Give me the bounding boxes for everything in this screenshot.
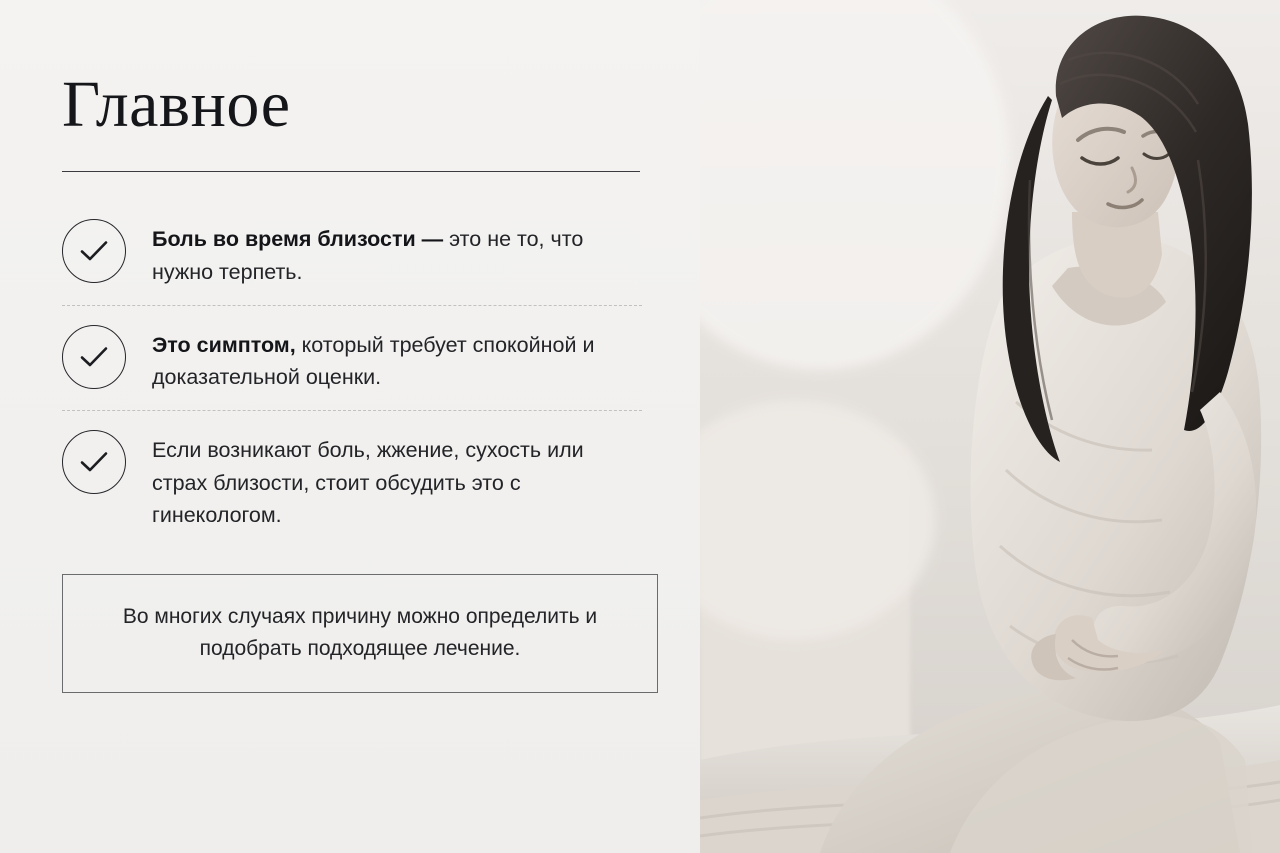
title-divider xyxy=(62,171,640,172)
photo-woman-abdominal-pain xyxy=(700,0,1280,853)
list-item-rest: это не то, что нужно терпеть. xyxy=(152,227,584,284)
list-item xyxy=(62,410,642,548)
list-item-lead: Это симптом, xyxy=(152,332,296,357)
check-icon xyxy=(62,430,126,494)
page-title: Главное xyxy=(62,68,291,141)
key-points-list xyxy=(62,200,642,548)
check-icon xyxy=(62,325,126,389)
check-icon xyxy=(62,219,126,283)
list-item-text xyxy=(152,217,622,288)
list-item-text xyxy=(152,323,622,394)
callout-box: Во многих случаях причину можно определить и подобрать подходящее лечение. xyxy=(62,574,658,693)
list-item-lead: Боль во время близости — xyxy=(152,227,444,252)
list-item xyxy=(62,200,642,304)
list-item-rest: Если возникают боль, жжение, сухость или страх близости, стоит обсудить это с гинекологом. xyxy=(152,437,584,528)
list-item-text xyxy=(152,428,622,532)
list-item-rest: который требует спокойной и доказательной оценки. xyxy=(152,332,595,390)
list-item xyxy=(62,305,642,410)
